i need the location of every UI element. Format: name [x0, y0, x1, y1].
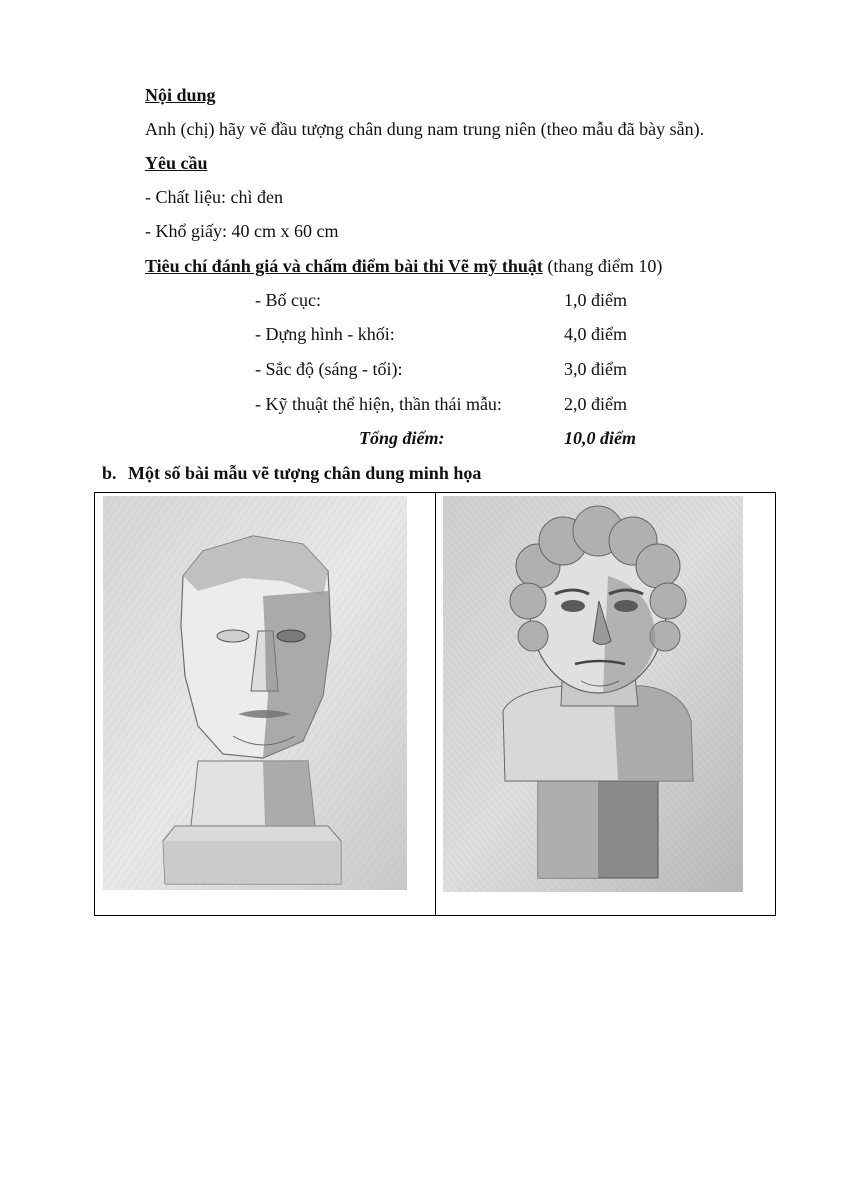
criterion-label: - Bố cục: [255, 290, 321, 310]
criterion-label: - Dựng hình - khối: [255, 324, 395, 344]
criteria-heading-line [145, 255, 662, 277]
content-heading: Nội dung [145, 85, 216, 105]
criterion-label: - Kỹ thuật thể hiện, thần thái mẫu: [255, 394, 502, 414]
content-text: Anh (chị) hãy vẽ đầu tượng chân dung nam trung niên (theo mẫu đã bày sẵn). [145, 119, 705, 139]
criterion-label: - Sắc độ (sáng - tối): [255, 359, 403, 379]
criterion-score: 4,0 điểm [564, 324, 627, 344]
section-b-title: Một số bài mẫu vẽ tượng chân dung minh họa [128, 463, 482, 483]
section-b-letter: b. [102, 463, 117, 483]
table-divider [435, 493, 436, 915]
criteria-heading: Tiêu chí đánh giá và chấm điểm bài thi Vẽ mỹ thuật [145, 256, 543, 276]
requirement-material: - Chất liệu: chì đen [145, 187, 283, 207]
section-b-heading [102, 462, 481, 484]
sketch-image-geometric-head [103, 496, 407, 890]
criteria-scale: (thang điểm 10) [542, 256, 663, 276]
sketch-image-bust [443, 496, 743, 892]
criterion-score: 2,0 điểm [564, 394, 627, 414]
illustration-table [94, 492, 776, 916]
criterion-score: 3,0 điểm [564, 359, 627, 379]
total-label: Tổng điểm: [359, 428, 445, 448]
requirement-paper-size: - Khổ giấy: 40 cm x 60 cm [145, 221, 339, 241]
requirements-heading: Yêu cầu [145, 153, 208, 173]
criterion-score: 1,0 điểm [564, 290, 627, 310]
total-score: 10,0 điểm [564, 428, 636, 448]
